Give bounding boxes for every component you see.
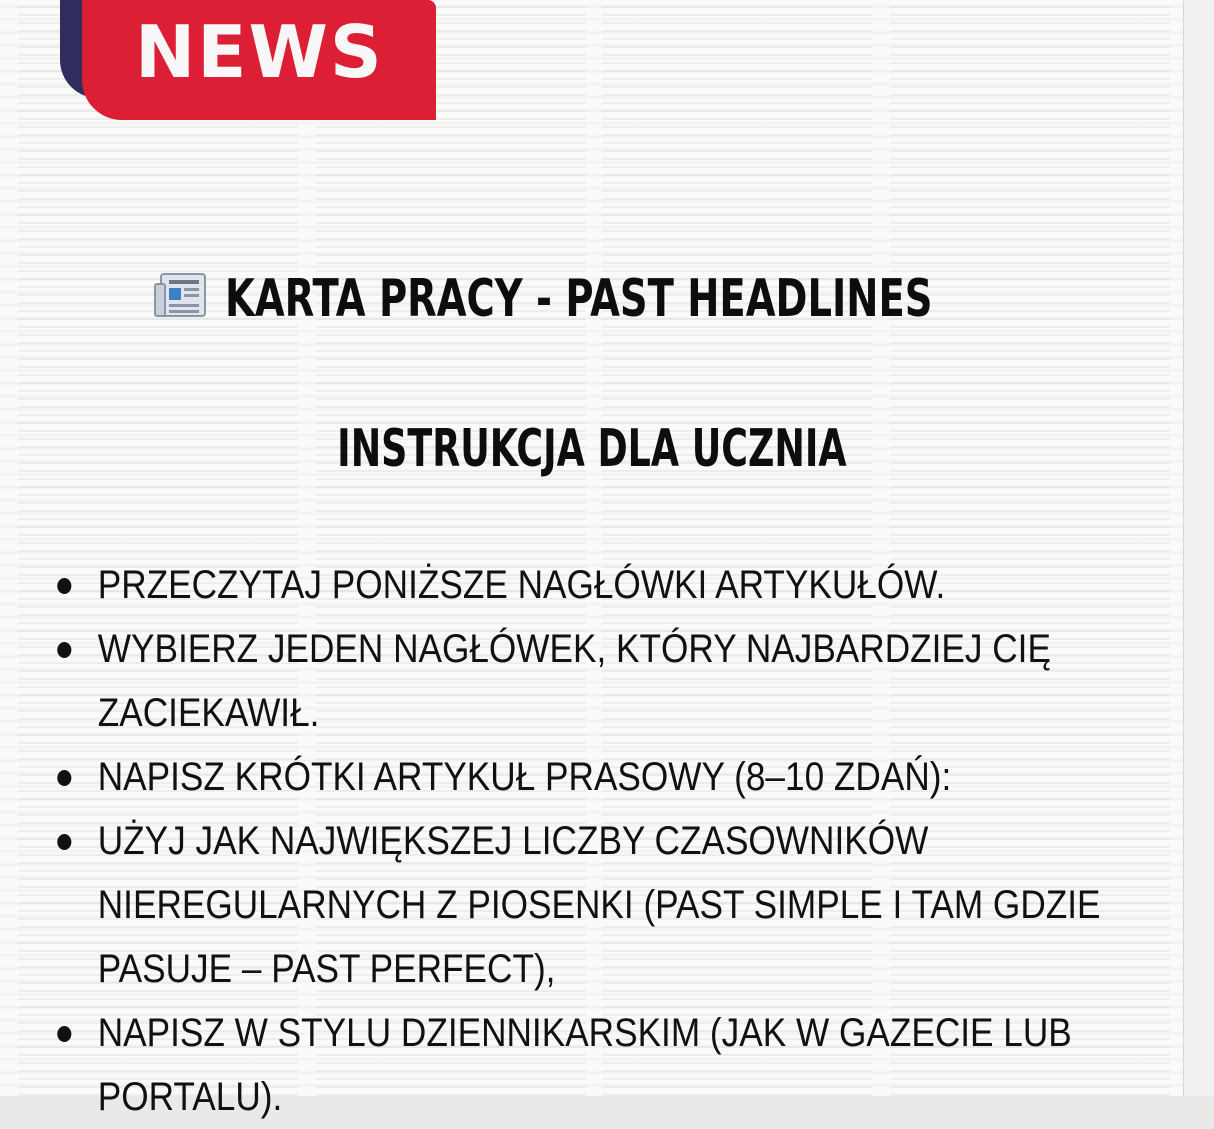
bullet-icon: [57, 1026, 71, 1042]
news-badge-label: NEWS: [135, 10, 384, 94]
instruction-text: NAPISZ KRÓTKI ARTYKUŁ PRASOWY (8–10 ZDAŃ):: [97, 755, 952, 799]
worksheet-title-text: KARTA PRACY - PAST HEADLINES: [224, 268, 933, 329]
instruction-item: [52, 745, 1154, 809]
news-badge: [60, 0, 440, 125]
instruction-item: [52, 809, 1154, 1001]
newspaper-icon: [153, 270, 209, 327]
worksheet-subtitle-text: INSTRUKCJA DLA UCZNIA: [337, 419, 847, 479]
bullet-icon: [57, 578, 71, 594]
bullet-icon: [57, 770, 71, 786]
bullet-icon: [57, 834, 71, 850]
instruction-item: [52, 553, 1154, 617]
window-right-gutter: [1183, 0, 1214, 1096]
instruction-text: WYBIERZ JEDEN NAGŁÓWEK, KTÓRY NAJBARDZIEJ CIĘ ZACIEKAWIŁ.: [97, 627, 1051, 735]
instruction-item: [52, 1001, 1154, 1129]
worksheet-title: [0, 270, 1184, 327]
instruction-text: UŻYJ JAK NAJWIĘKSZEJ LICZBY CZASOWNIKÓW NIEREGULARNYCH Z PIOSENKI (PAST SIMPLE I TAM GDZIE PASUJE – PAST PERFECT),: [97, 819, 1101, 991]
instruction-list: [52, 553, 1162, 1129]
bullet-icon: [57, 642, 71, 658]
worksheet-subtitle: [0, 419, 1184, 479]
instruction-text: NAPISZ W STYLU DZIENNIKARSKIM (JAK W GAZECIE LUB PORTALU).: [97, 1011, 1072, 1119]
instruction-text: PRZECZYTAJ PONIŻSZE NAGŁÓWKI ARTYKUŁÓW.: [97, 563, 946, 607]
instruction-item: [52, 617, 1154, 745]
